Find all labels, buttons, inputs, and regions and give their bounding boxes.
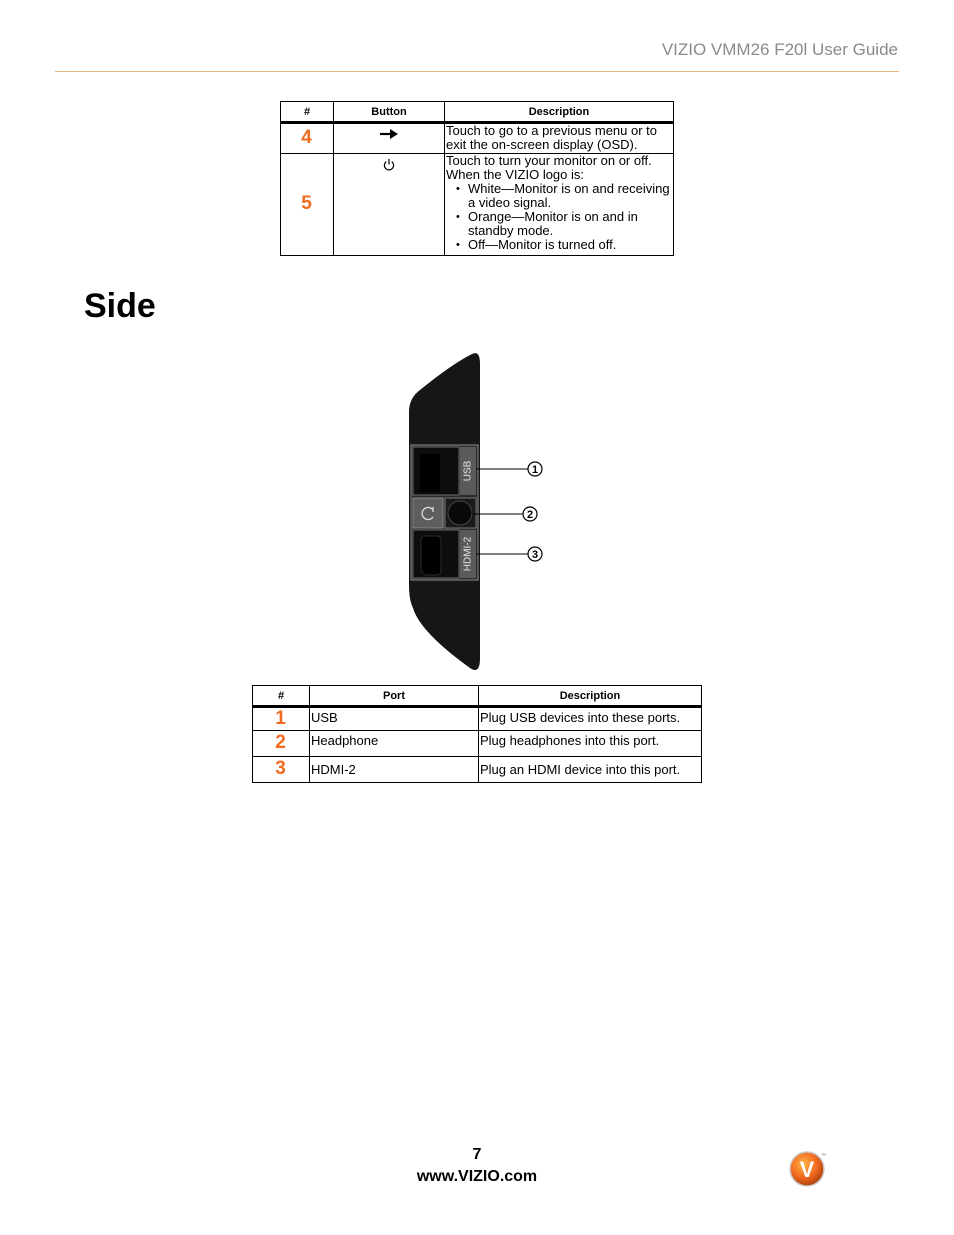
col-header-description: Description [479,686,702,707]
footer-url: www.VIZIO.com [416,1168,538,1185]
row-description [445,154,674,256]
row-number: 3 [253,757,310,783]
callout-number-1: 1 [531,464,539,476]
monitor-side-diagram [400,350,560,675]
header-title: VIZIO VMM26 F20l User Guide [661,40,898,59]
header-rule [55,71,899,72]
bullet-item: • Orange—Monitor is on and in standby mode. [468,210,671,238]
row-description: Plug an HDMI device into this port. [479,757,702,783]
table-row [253,731,702,757]
row-port: Headphone [310,731,479,757]
row-description: Plug headphones into this port. [479,731,702,757]
logo-mark: V [799,1157,815,1182]
table-header-row [281,102,674,123]
hdmi-label: HDMI-2 [462,536,474,572]
row-number: 2 [253,731,310,757]
power-icon [382,158,396,172]
row-description: Plug USB devices into these ports. [479,707,702,731]
button-cell [334,154,445,256]
button-table [280,101,674,256]
bullet-item: • Off—Monitor is turned off. [468,238,671,252]
vizio-logo [789,1150,829,1190]
col-header-num: # [281,102,334,123]
usb-label: USB [462,460,474,482]
col-header-description: Description [445,102,674,123]
table-header-row [253,686,702,707]
logo-trademark: ™ [821,1153,826,1159]
table-row [281,123,674,154]
table-row [253,757,702,783]
table-row [253,707,702,731]
description-text: Touch to turn your monitor on or off. When the VIZIO logo is: [446,153,652,182]
button-cell [334,123,445,154]
section-heading: Side [84,287,156,325]
page-number: 7 [472,1146,482,1163]
row-number: 1 [253,707,310,731]
headphone-icon-area [413,498,443,528]
row-port: HDMI-2 [310,757,479,783]
table-row [281,154,674,256]
col-header-button: Button [334,102,445,123]
bullet-list [446,182,671,252]
row-number: 4 [281,123,334,154]
col-header-num: # [253,686,310,707]
port-table [252,685,702,783]
row-number: 5 [281,154,334,256]
headphone-jack [448,501,472,525]
col-header-port: Port [310,686,479,707]
row-port: USB [310,707,479,731]
bullet-item: • White—Monitor is on and receiving a video signal. [468,182,671,210]
hdmi-socket [421,536,441,575]
callout-number-3: 3 [531,549,539,561]
row-description: Touch to go to a previous menu or to exit the on-screen display (OSD). [445,123,674,154]
arrow-right-icon [379,128,399,140]
callout-number-2: 2 [526,509,534,521]
usb-socket [420,454,440,492]
